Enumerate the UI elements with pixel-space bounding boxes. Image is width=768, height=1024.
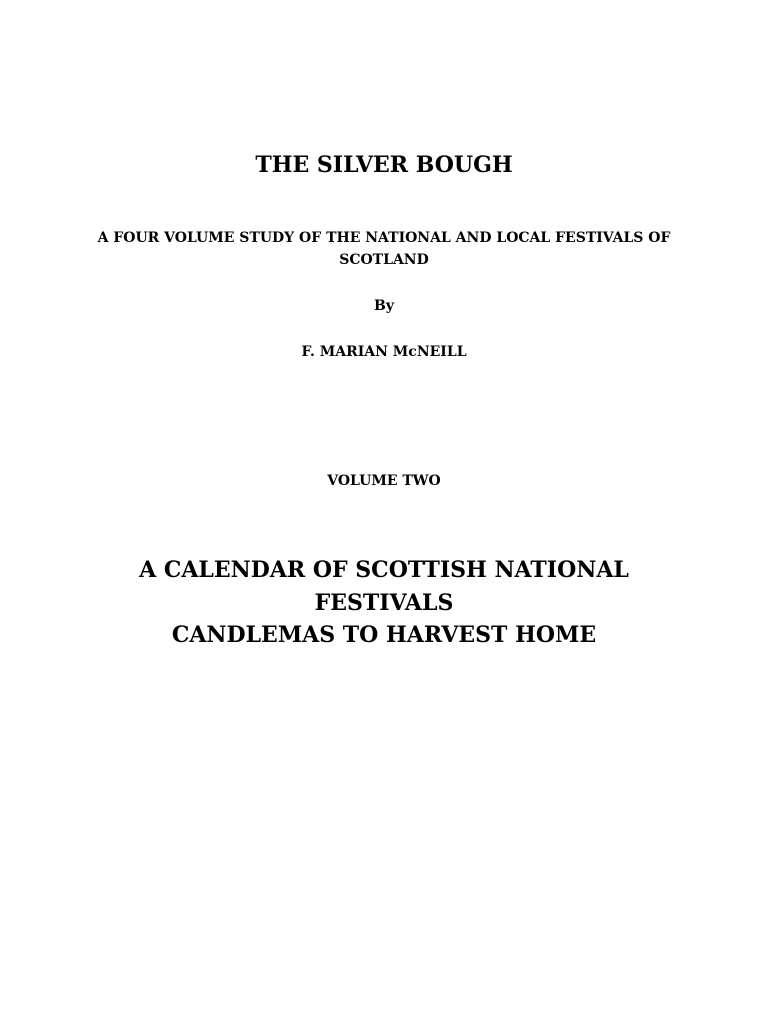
- series-subtitle: A FOUR VOLUME STUDY OF THE NATIONAL AND LOCAL FESTIVALS OF SCOTLAND: [97, 230, 671, 268]
- author-name: F. MARIAN McNEILL: [301, 344, 467, 360]
- by-label: By: [374, 298, 394, 314]
- volume-title: A CALENDAR OF SCOTTISH NATIONAL FESTIVALS: [139, 557, 629, 616]
- page-title: THE SILVER BOUGH: [255, 152, 513, 178]
- volume-label: VOLUME TWO: [327, 473, 441, 489]
- volume-subtitle: CANDLEMAS TO HARVEST HOME: [171, 622, 597, 648]
